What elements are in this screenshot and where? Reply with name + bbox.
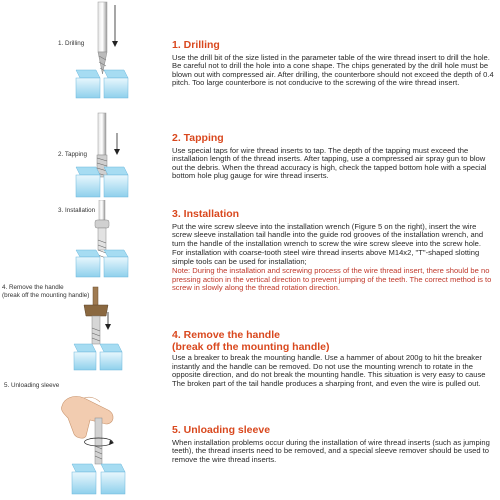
figure-label: 1. Drilling — [58, 40, 85, 47]
section-unloading-sleeve — [172, 425, 494, 464]
remove-handle-illustration — [0, 282, 158, 372]
section-body: Use a breaker to break the mounting handle. Use a hammer of about 200g to hit the breaker instantly and the handle can be removed. Do not use the mounting wrench to rotate in the opposite direction, and do not break the mounting handle. This situation is very easy to cause The broken part of the tail handle produces a sharping front, and even the wire is pulled out. — [172, 353, 486, 388]
section-title: 5. Unloading sleeve — [172, 424, 271, 436]
figure-remove-handle — [0, 282, 158, 372]
section-title: 3. Installation — [172, 208, 240, 220]
section-installation — [172, 209, 494, 293]
section-body: Use the drill bit of the size listed in the parameter table of the wire thread insert to drill the hole. Be careful not to drill the hole into a cone shape. The chips generated by the drill hole must be blown out with compressed air. After drilling, the counterbore should not exceed the depth of 0.4 pitch. Too large counterbore is not conducive to the screwing of the wire thread insert. — [172, 52, 494, 87]
section-body: Use special taps for wire thread inserts to tap. The depth of the tapping must exceed the installation length of the thread inserts. After tapping, use a compressed air spray gun to blow out the debris. When the thread accuracy is high, check the tapped bottom hole with a special bottom hole plug gauge for wire thread inserts. — [172, 145, 487, 180]
figure-label: 3. Installation — [58, 207, 96, 214]
tapping-illustration — [0, 105, 158, 200]
installation-illustration — [0, 200, 158, 280]
figure-drilling — [0, 0, 158, 100]
section-title: 2. Tapping — [172, 132, 224, 144]
section-body: Put the wire screw sleeve into the installation wrench (Figure 5 on the right), insert the wire screw sleeve installation tail handle into the guide rod grooves of the installation wrench, and turn the handle of the installation wrench to screw the wire screw sleeve into the screw hole. — [172, 221, 484, 248]
unloading-sleeve-illustration — [0, 380, 158, 498]
section-tapping — [172, 133, 494, 181]
drilling-illustration — [0, 0, 158, 100]
section-remove-handle — [172, 330, 494, 388]
section-note: Note: During the installation and screwing process of the wire thread insert, there should be no pressing action in the vertical direction to prevent jumping of the teeth. The correct method is to screw in slowly along the thread rotation direction. — [172, 266, 492, 292]
section-title: 1. Drilling — [172, 39, 220, 51]
figure-label: 2. Tapping — [58, 151, 87, 158]
figure-label-line-2: (break off the mounting handle) — [2, 292, 90, 299]
figure-label: 5. Unloading sleeve — [4, 382, 60, 389]
figure-tapping — [0, 105, 158, 200]
figure-label-line-1: 4. Remove the handle — [2, 284, 64, 291]
section-drilling — [172, 40, 494, 88]
section-body: When installation problems occur during the installation of wire thread inserts (such as jumping teeth), the thread inserts need to be removed, and a special sleeve remover should be used to remove the wire thread inserts. — [172, 437, 490, 464]
figure-unloading-sleeve — [0, 380, 158, 498]
section-title — [172, 330, 494, 353]
figure-installation — [0, 200, 158, 280]
section-body-extra: For installation with coarse-tooth steel wire thread inserts above M14x2, "T"-shaped slotting simple tools can be used for installation; — [172, 248, 480, 266]
section-title-line-1: 4. Remove the handle — [172, 329, 280, 341]
section-title-line-2: (break off the mounting handle) — [172, 340, 330, 353]
